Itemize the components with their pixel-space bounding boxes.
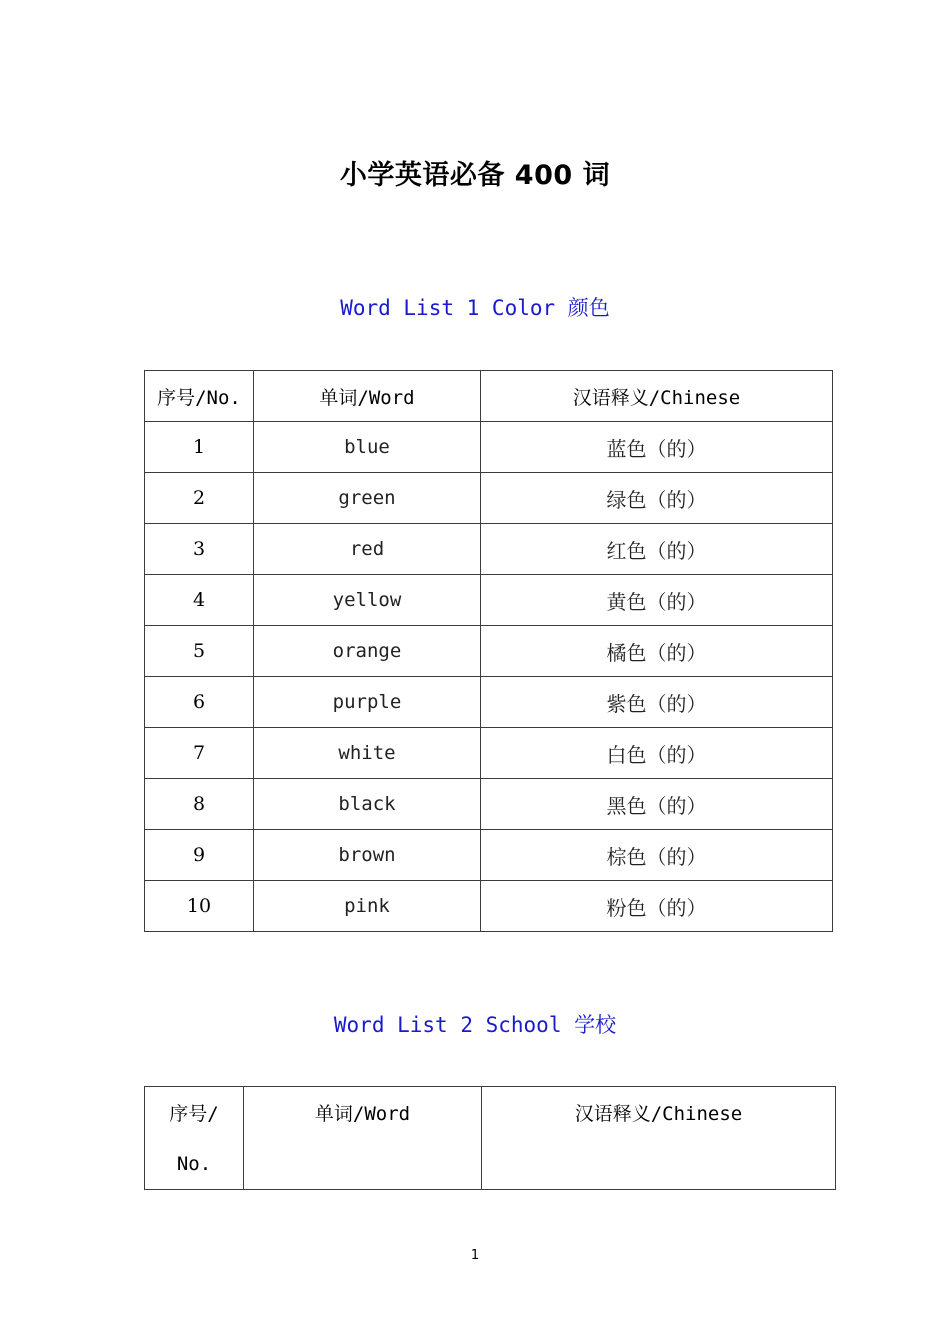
- row-chinese: 橘色（的）: [481, 626, 833, 677]
- header-word: 单词/Word: [244, 1087, 482, 1190]
- table-row: [145, 626, 833, 677]
- row-word: yellow: [254, 575, 481, 626]
- table-row: [145, 677, 833, 728]
- row-number: 5: [145, 626, 254, 677]
- row-word: green: [254, 473, 481, 524]
- header-chinese: 汉语释义/Chinese: [482, 1087, 836, 1190]
- school-word-table: [144, 1086, 836, 1190]
- table-header-row: [145, 1087, 836, 1190]
- color-word-table: [144, 370, 833, 932]
- header-no-line1: 序号/: [169, 1103, 219, 1125]
- row-number: 7: [145, 728, 254, 779]
- table-row: [145, 422, 833, 473]
- row-chinese: 棕色（的）: [481, 830, 833, 881]
- row-chinese: 黑色（的）: [481, 779, 833, 830]
- header-no: 序号/No.: [145, 371, 254, 422]
- row-chinese: 粉色（的）: [481, 881, 833, 932]
- table-row: [145, 728, 833, 779]
- row-word: blue: [254, 422, 481, 473]
- page-number: 1: [470, 1248, 480, 1263]
- header-no: [145, 1087, 244, 1190]
- row-word: brown: [254, 830, 481, 881]
- table-row: [145, 881, 833, 932]
- row-word: pink: [254, 881, 481, 932]
- row-chinese: 绿色（的）: [481, 473, 833, 524]
- row-chinese: 白色（的）: [481, 728, 833, 779]
- header-word: 单词/Word: [254, 371, 481, 422]
- section-heading-school: Word List 2 School 学校: [333, 1013, 617, 1037]
- row-number: 8: [145, 779, 254, 830]
- row-number: 3: [145, 524, 254, 575]
- row-chinese: 黄色（的）: [481, 575, 833, 626]
- row-word: black: [254, 779, 481, 830]
- document-title: 小学英语必备 400 词: [339, 160, 611, 191]
- row-number: 2: [145, 473, 254, 524]
- row-word: red: [254, 524, 481, 575]
- row-number: 6: [145, 677, 254, 728]
- table-row: [145, 473, 833, 524]
- row-number: 1: [145, 422, 254, 473]
- table-row: [145, 575, 833, 626]
- row-word: orange: [254, 626, 481, 677]
- table-row: [145, 779, 833, 830]
- row-number: 10: [145, 881, 254, 932]
- row-chinese: 紫色（的）: [481, 677, 833, 728]
- row-word: purple: [254, 677, 481, 728]
- row-number: 9: [145, 830, 254, 881]
- row-number: 4: [145, 575, 254, 626]
- table-row: [145, 830, 833, 881]
- section-heading-color: Word List 1 Color 颜色: [340, 296, 610, 320]
- row-chinese: 蓝色（的）: [481, 422, 833, 473]
- row-word: white: [254, 728, 481, 779]
- header-chinese: 汉语释义/Chinese: [481, 371, 833, 422]
- table-row: [145, 524, 833, 575]
- header-no-line2: No.: [176, 1153, 212, 1175]
- table-header-row: [145, 371, 833, 422]
- row-chinese: 红色（的）: [481, 524, 833, 575]
